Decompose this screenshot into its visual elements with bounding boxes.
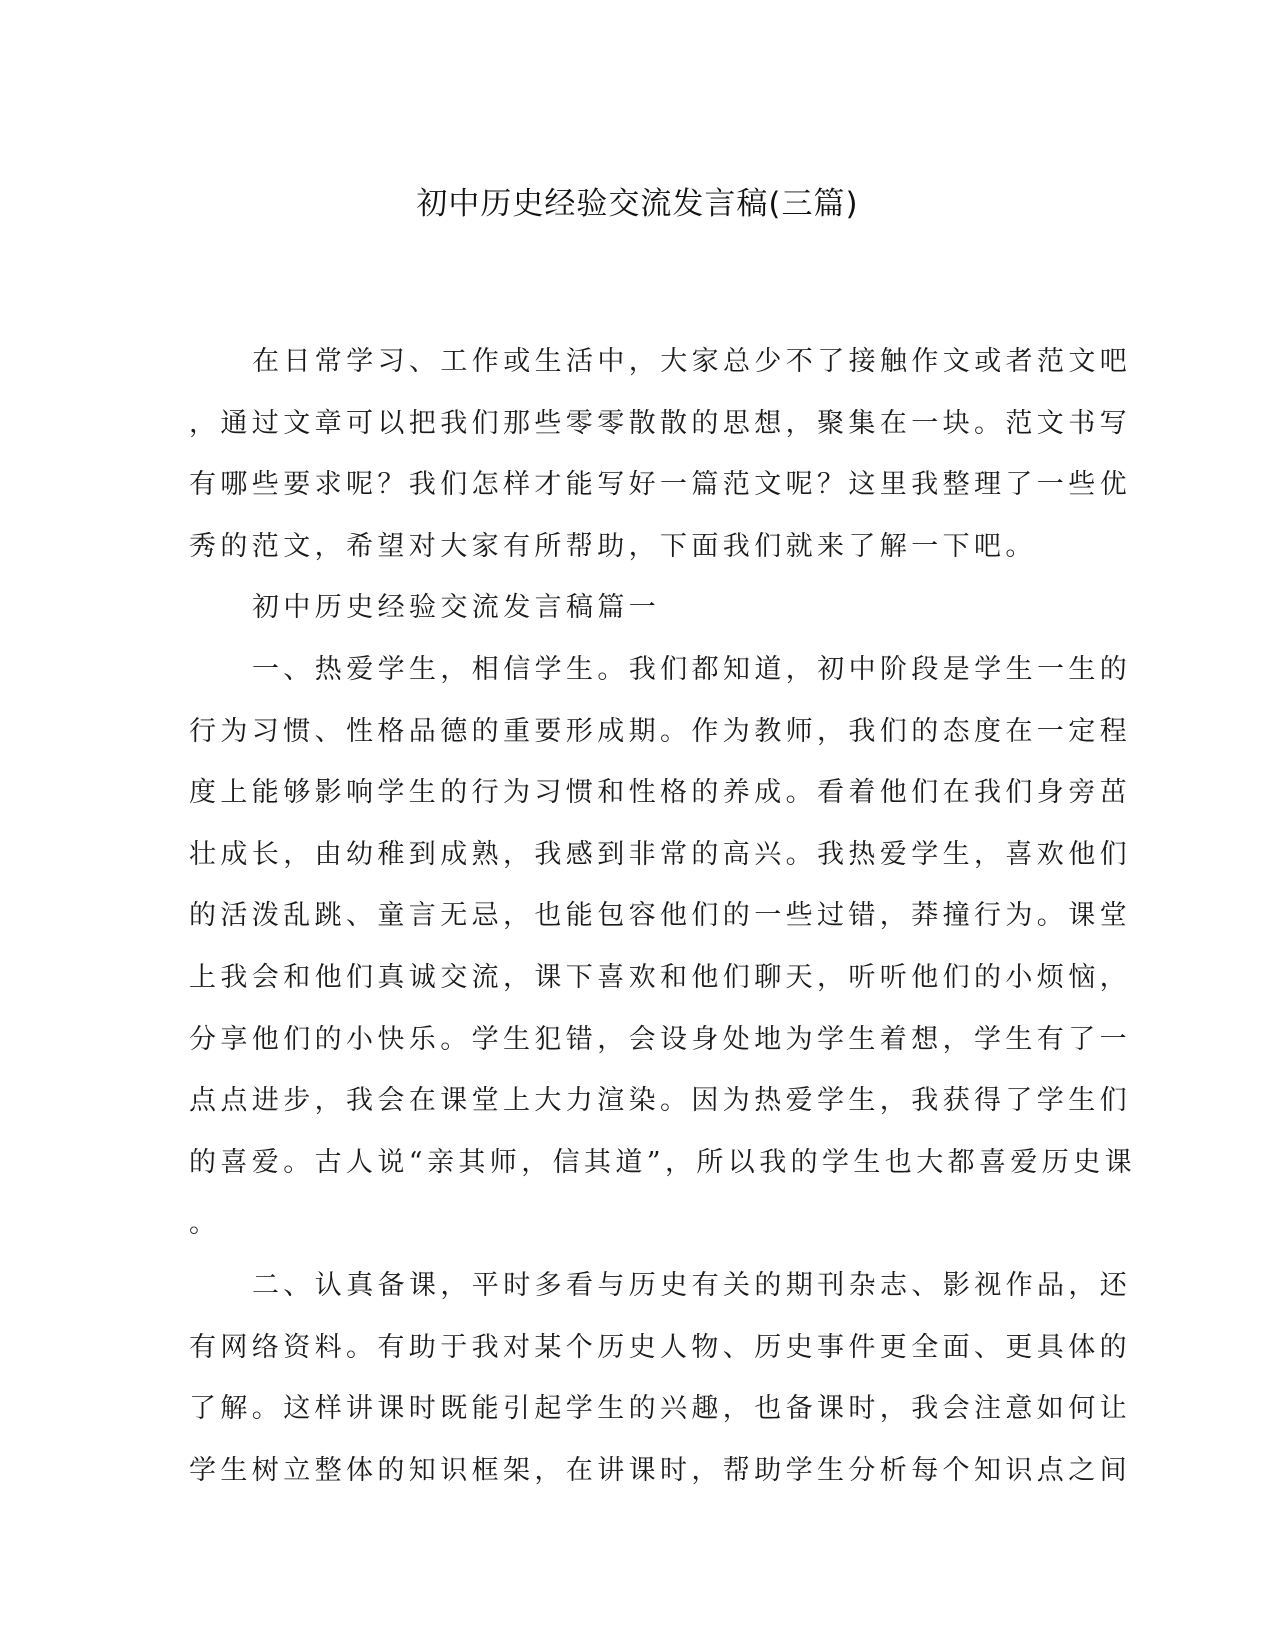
point-one-paragraph — [189, 639, 1137, 1255]
intro-paragraph — [189, 331, 1132, 577]
section-heading-paragraph — [189, 577, 1079, 639]
section-heading: 初中历史经验交流发言稿篇一 — [252, 592, 661, 624]
document-body — [189, 331, 1137, 1501]
text-line: 一、热爱学生，相信学生。我们都知道，初中阶段是学生一生的 — [252, 653, 1132, 685]
point-two-paragraph — [189, 1255, 1132, 1501]
text-line: 在日常学习、工作或生活中，大家总少不了接触作文或者范文吧 — [252, 346, 1132, 377]
document-title: 初中历史经验交流发言稿(三篇) — [416, 186, 859, 222]
text-line: 的喜爱。古人说“亲其师，信其道”，所以我的学生也大都喜爱历史课 — [189, 1146, 1137, 1178]
text-line: ，通过文章可以把我们那些零零散散的思想，聚集在一块。范文书写 — [189, 407, 1131, 439]
text-line: 有哪些要求呢？我们怎样才能写好一篇范文呢？这里我整理了一些优 — [189, 469, 1131, 501]
text-line: 分享他们的小快乐。学生犯错，会设身处地为学生着想，学生有了一 — [189, 1023, 1131, 1055]
text-line: 点点进步，我会在课堂上大力渲染。因为热爱学生，我获得了学生们 — [189, 1085, 1131, 1117]
text-line: 二、认真备课，平时多看与历史有关的期刊杂志、影视作品，还 — [252, 1269, 1132, 1301]
text-line: 有网络资料。有助于我对某个历史人物、历史事件更全面、更具体的 — [189, 1331, 1131, 1363]
text-line: 了解。这样讲课时既能引起学生的兴趣，也备课时，我会注意如何让 — [189, 1393, 1131, 1425]
text-line: 学生树立整体的知识框架，在讲课时，帮助学生分析每个知识点之间 — [189, 1454, 1131, 1486]
text-line: 行为习惯、性格品德的重要形成期。作为教师，我们的态度在一定程 — [189, 715, 1131, 747]
text-line: 秀的范文，希望对大家有所帮助，下面我们就来了解一下吧。 — [189, 530, 1037, 562]
text-line: 上我会和他们真诚交流，课下喜欢和他们聊天，听听他们的小烦恼， — [189, 961, 1131, 993]
text-line: 度上能够影响学生的行为习惯和性格的养成。看着他们在我们身旁茁 — [189, 777, 1131, 809]
text-line: 。 — [189, 1208, 221, 1240]
text-line: 的活泼乱跳、童言无忌，也能包容他们的一些过错，莽撞行为。课堂 — [189, 900, 1131, 932]
text-line: 壮成长，由幼稚到成熟，我感到非常的高兴。我热爱学生，喜欢他们 — [189, 838, 1131, 870]
